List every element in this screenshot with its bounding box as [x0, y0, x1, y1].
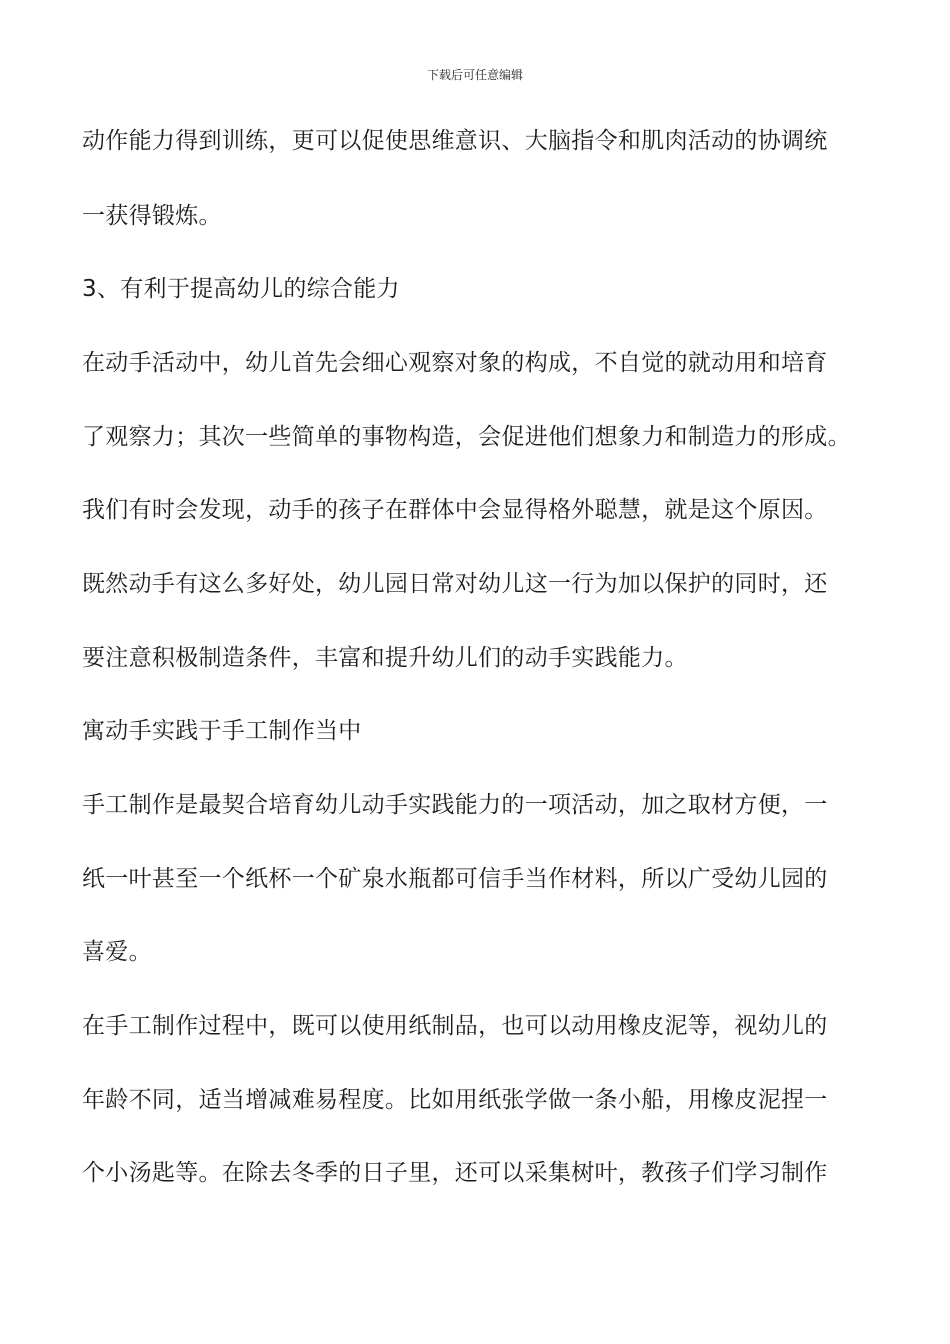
- body-text-line: 喜爱。: [82, 939, 152, 965]
- body-text-line: 在手工制作过程中，既可以使用纸制品，也可以动用橡皮泥等，视幼儿的: [82, 1013, 828, 1039]
- body-text-line: 个小汤匙等。在除去冬季的日子里，还可以采集树叶，教孩子们学习制作: [82, 1160, 828, 1186]
- body-text-line: 了观察力；其次一些简单的事物构造，会促进他们想象力和制造力的形成。: [82, 424, 851, 450]
- body-text-line: 动作能力得到训练，更可以促使思维意识、大脑指令和肌肉活动的协调统: [82, 128, 828, 154]
- section-heading: 3、有利于提高幼儿的综合能力: [82, 276, 400, 302]
- body-text-line: 纸一叶甚至一个纸杯一个矿泉水瓶都可信手当作材料，所以广受幼儿园的: [82, 866, 828, 892]
- body-text-line: 手工制作是最契合培育幼儿动手实践能力的一项活动，加之取材方便，一: [82, 792, 828, 818]
- body-text-line: 要注意积极制造条件，丰富和提升幼儿们的动手实践能力。: [82, 645, 688, 671]
- section-heading: 寓动手实践于手工制作当中: [82, 718, 362, 744]
- body-text-line: 年龄不同，适当增减难易程度。比如用纸张学做一条小船，用橡皮泥捏一: [82, 1087, 828, 1113]
- body-text-line: 一获得锻炼。: [82, 203, 222, 229]
- body-text-line: 在动手活动中，幼儿首先会细心观察对象的构成，不自觉的就动用和培育: [82, 350, 828, 376]
- body-text-line: 我们有时会发现，动手的孩子在群体中会显得格外聪慧，就是这个原因。: [82, 497, 828, 523]
- page-header: 下载后可任意编辑: [426, 68, 523, 82]
- body-text-line: 既然动手有这么多好处，幼儿园日常对幼儿这一行为加以保护的同时，还: [82, 571, 828, 597]
